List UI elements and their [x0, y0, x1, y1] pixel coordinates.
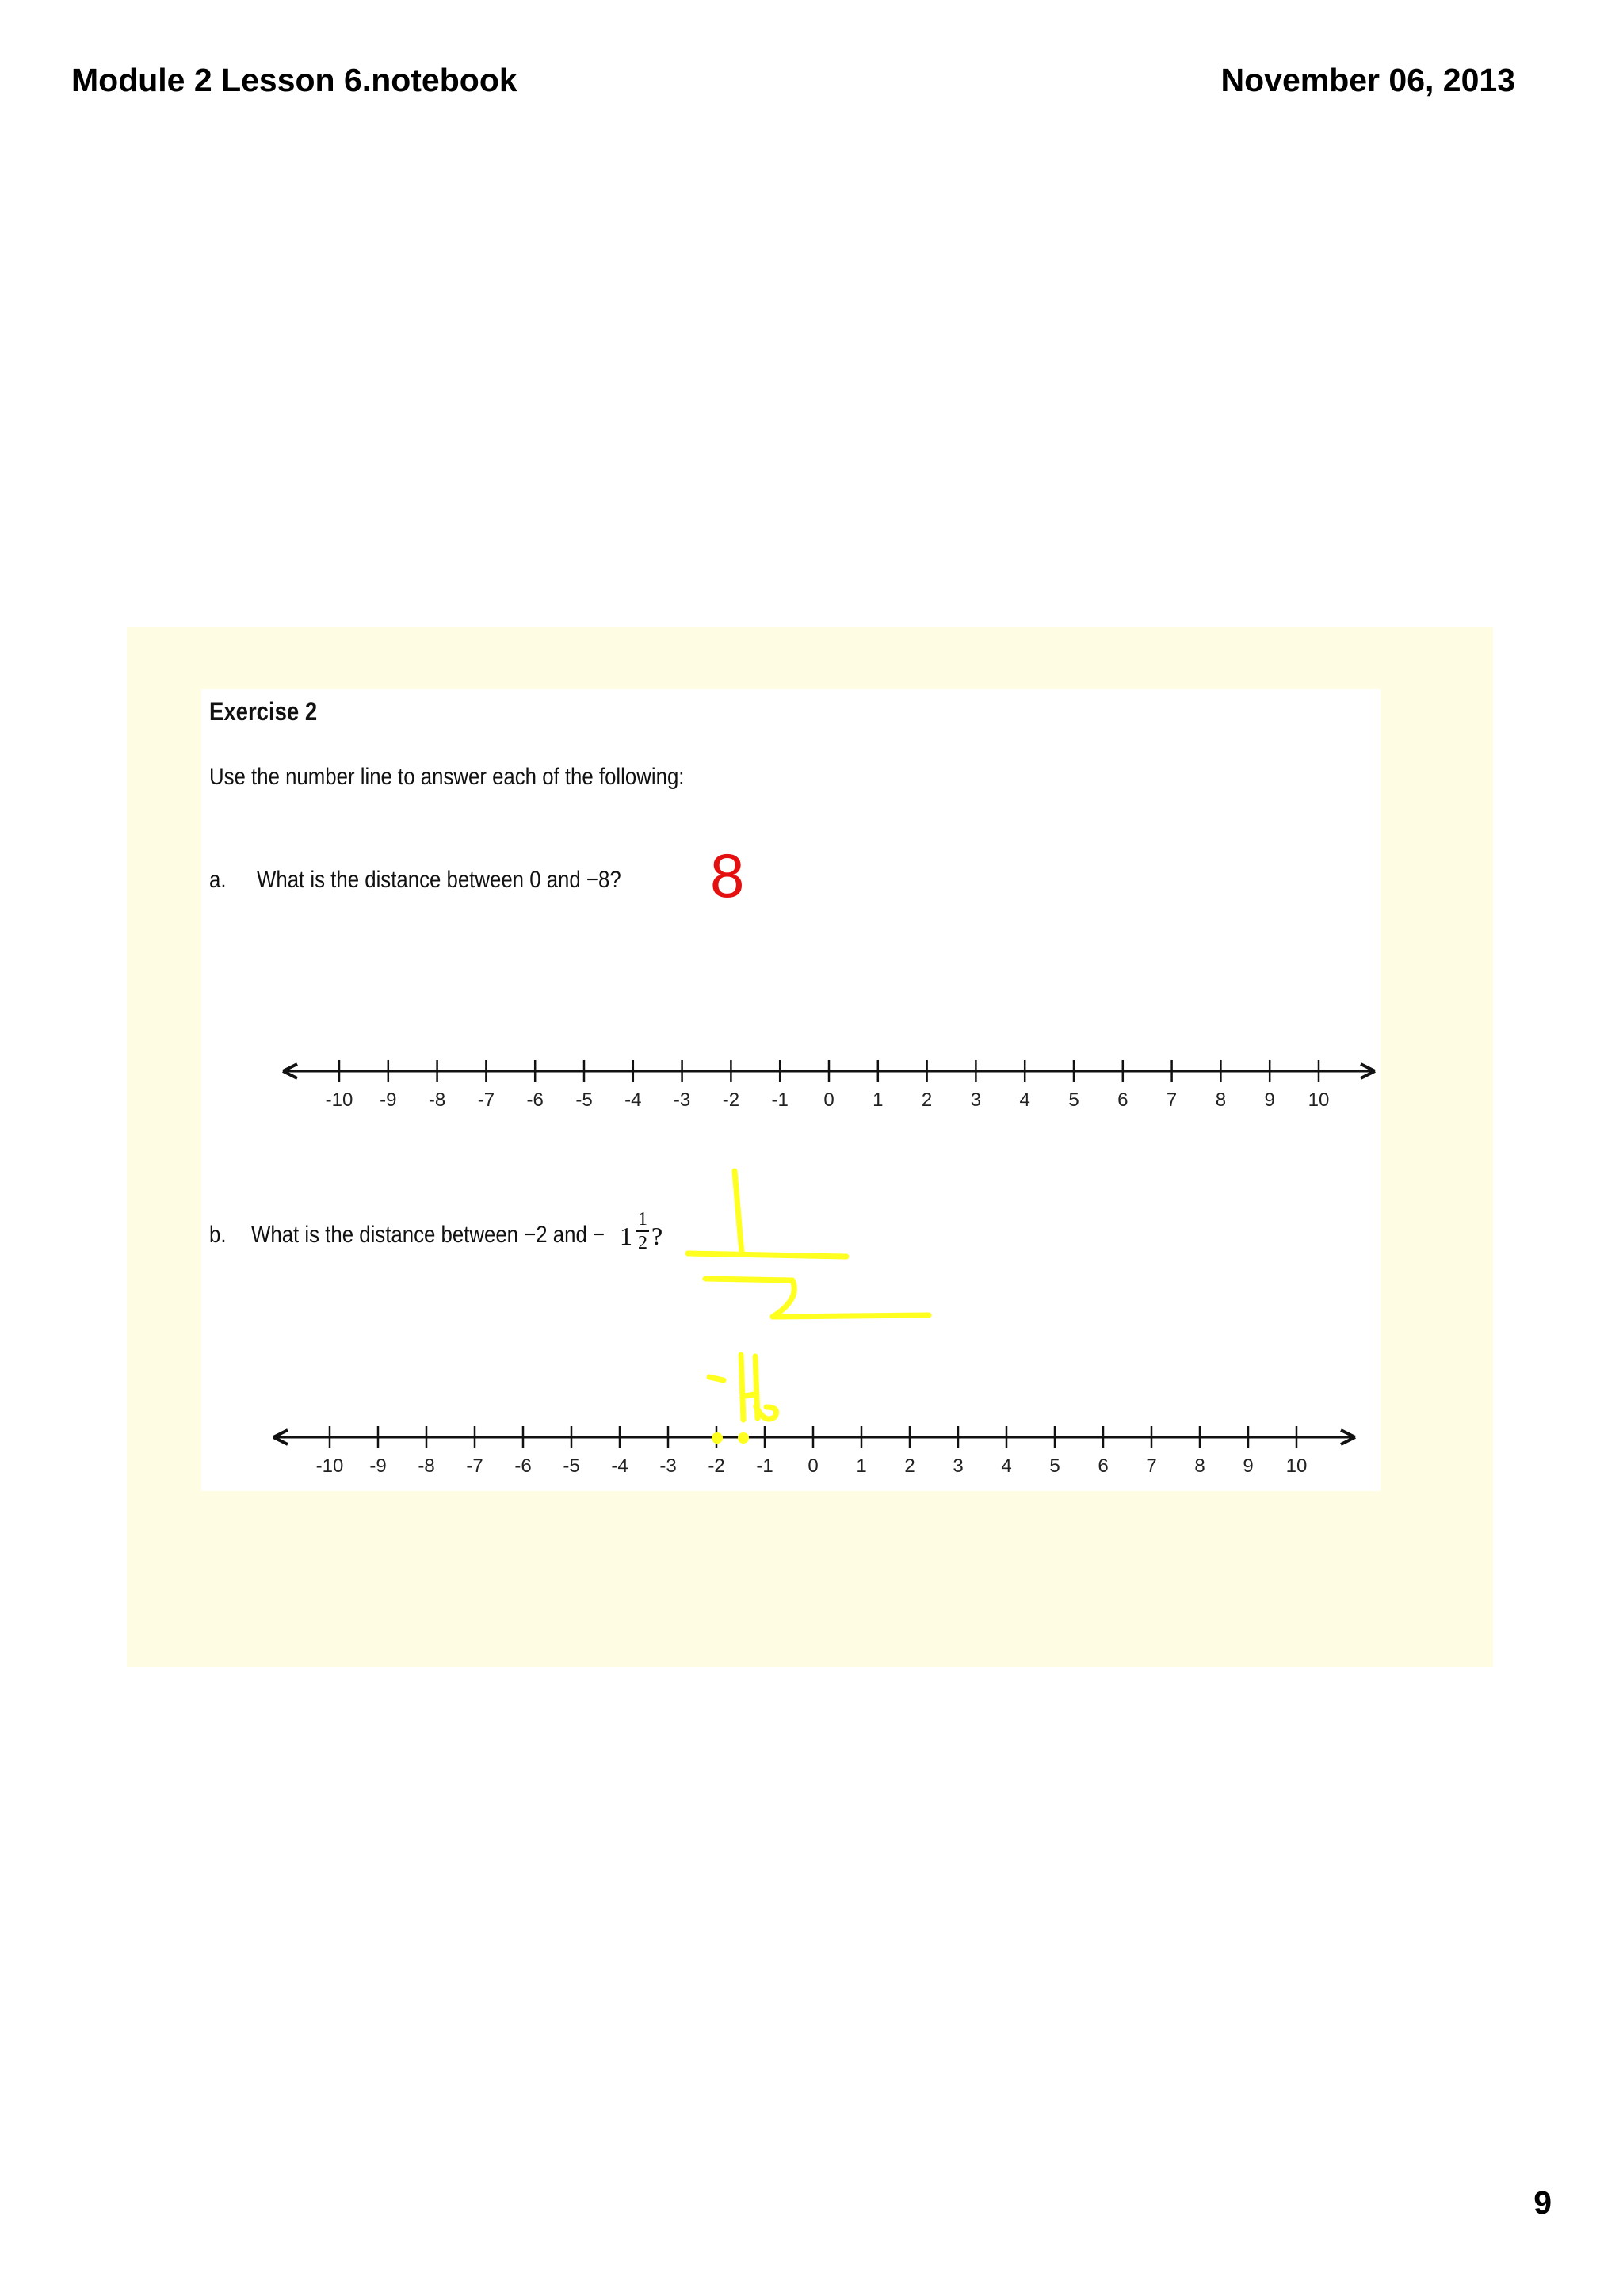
- tick-label: -7: [477, 1089, 495, 1111]
- tick-label: 10: [1285, 1455, 1308, 1477]
- tick-label: 2: [921, 1089, 933, 1111]
- question-b-letter: b.: [209, 1222, 227, 1248]
- tick-label: -10: [315, 1455, 344, 1477]
- tick-label: 10: [1308, 1089, 1330, 1111]
- point-minus-one-and-half: [738, 1432, 749, 1444]
- tick-label: 5: [1068, 1089, 1079, 1111]
- question-a-handwritten-answer: 8: [710, 841, 745, 910]
- tick-label: -2: [708, 1455, 725, 1477]
- tick-label: -6: [526, 1089, 544, 1111]
- fraction-numerator: 1: [638, 1209, 647, 1230]
- page-date: November 06, 2013: [1220, 62, 1515, 98]
- tick-label: 7: [1146, 1455, 1157, 1477]
- tick-label: 1: [856, 1455, 867, 1477]
- tick-label: -9: [369, 1455, 387, 1477]
- tick-label: -6: [514, 1455, 532, 1477]
- tick-label: 9: [1264, 1089, 1275, 1111]
- point-minus-two: [712, 1432, 723, 1444]
- tick-label: 8: [1194, 1455, 1205, 1477]
- tick-label: 3: [970, 1089, 982, 1111]
- annotation-stroke-one: [735, 1171, 742, 1253]
- fraction-denominator: 2: [638, 1233, 647, 1253]
- tick-label: 9: [1243, 1455, 1254, 1477]
- question-mark: ?: [651, 1222, 663, 1250]
- tick-label: -9: [380, 1089, 397, 1111]
- tick-label: 7: [1166, 1089, 1178, 1111]
- tick-label: 2: [904, 1455, 915, 1477]
- tick-label: 0: [808, 1455, 819, 1477]
- tick-label: -3: [673, 1089, 691, 1111]
- tick-label: -10: [325, 1089, 353, 1111]
- tick-label: 5: [1049, 1455, 1060, 1477]
- question-b-text: What is the distance between −2 and −: [251, 1222, 605, 1248]
- yellow-handwritten-annotation: [688, 1171, 929, 1420]
- tick-label: 6: [1098, 1455, 1109, 1477]
- tick-label: -1: [771, 1089, 789, 1111]
- tick-label: -5: [563, 1455, 580, 1477]
- question-a-text: What is the distance between 0 and −8?: [257, 867, 621, 893]
- annotation-stroke-two: [705, 1279, 929, 1317]
- tick-label: -8: [418, 1455, 435, 1477]
- notebook-title: Module 2 Lesson 6.notebook: [71, 62, 517, 98]
- tick-label: -4: [611, 1455, 628, 1477]
- question-a-letter: a.: [209, 867, 227, 893]
- tick-label: 6: [1117, 1089, 1128, 1111]
- tick-label: 0: [823, 1089, 834, 1111]
- tick-label: -8: [428, 1089, 446, 1111]
- page-number: 9: [1533, 2184, 1552, 2221]
- tick-label: -5: [575, 1089, 593, 1111]
- mixed-number-whole: 1: [620, 1222, 632, 1250]
- annotation-dash: [709, 1377, 724, 1380]
- number-line-a: [283, 1060, 1375, 1111]
- tick-label: 8: [1215, 1089, 1227, 1111]
- tick-label: -2: [722, 1089, 740, 1111]
- annotation-stroke-fraction-bar: [688, 1253, 846, 1257]
- tick-label: 4: [1019, 1089, 1030, 1111]
- tick-label: -7: [466, 1455, 483, 1477]
- tick-label: -4: [624, 1089, 642, 1111]
- tick-label: 4: [1001, 1455, 1012, 1477]
- tick-label: -3: [659, 1455, 677, 1477]
- tick-label: 3: [953, 1455, 964, 1477]
- exercise-instructions: Use the number line to answer each of the following:: [209, 764, 685, 790]
- tick-label: -1: [756, 1455, 773, 1477]
- number-line-b: [273, 1426, 1355, 1477]
- exercise-title: Exercise 2: [209, 697, 318, 726]
- tick-label: 1: [873, 1089, 884, 1111]
